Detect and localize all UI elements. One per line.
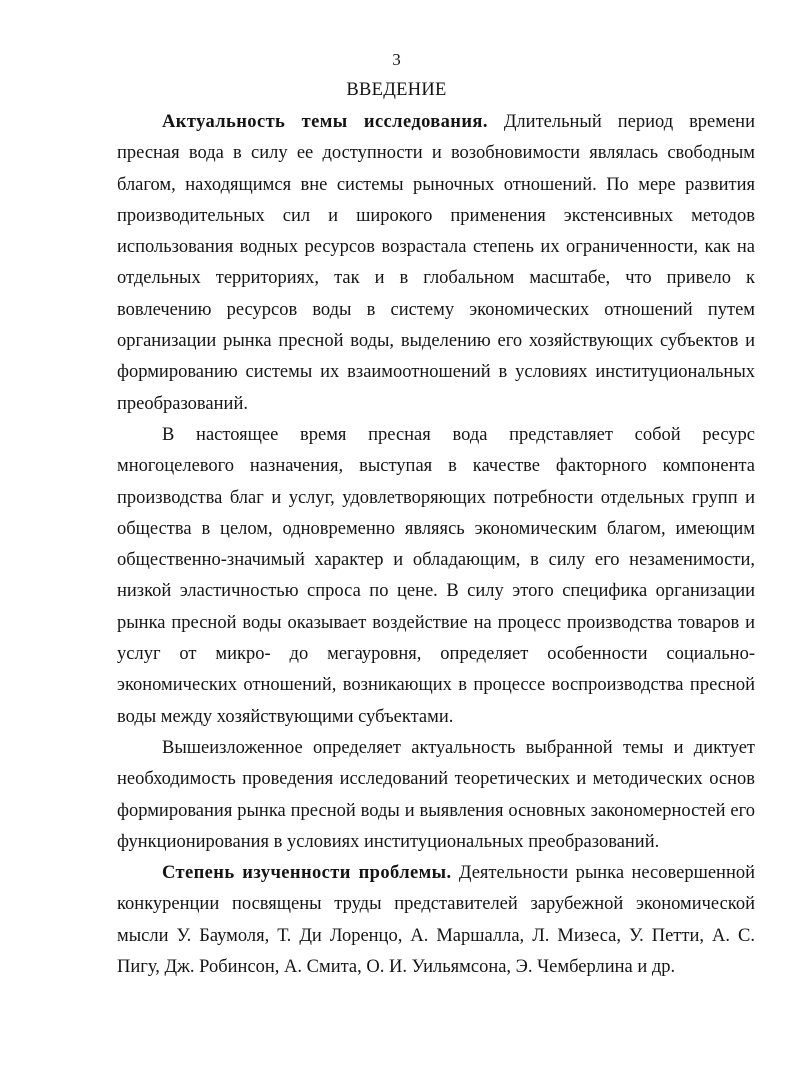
paragraph-text: В настоящее время пресная вода представляет собой ресурс многоцелевого назначения, выступая в качестве факторного компонента производства благ и услуг, удовлетворяющих потребности отдельных групп и общества в целом, одновременно являясь экономическим благом, имеющим общественно-значимый характер и обладающим, в силу его незаменимости, низкой эластичностью спроса по цене. В силу этого специфика организации рынка пресной воды оказывает воздействие на процесс производства товаров и услуг от микро- до мегауровня, определяет особенности социально-экономических отношений, возникающих в процессе воспроизводства пресной воды между хозяйствующими субъектами.: [117, 424, 755, 727]
body-text: [117, 107, 755, 983]
paragraph-text: Деятельности рынка несовершенной конкуренции посвящены труды представителей зарубежной экономической мысли У. Баумоля, Т. Ди Лоренцо, А. Маршалла, Л. Мизеса, У. Петти, А. С. Пигу, Дж. Робинсон, А. Смита, О. И. Уильямсона, Э. Чемберлина и др.: [117, 863, 756, 978]
paragraph-degree-of-study: [117, 858, 755, 983]
paragraph-lead: Актуальность темы исследования.: [162, 112, 488, 132]
paragraph-text: Длительный период времени пресная вода в силу ее доступности и возобновимости являлась свободным благом, находящимся вне системы рыночных отношений. По мере развития производительных сил и широкого применения экстенсивных методов использования водных ресурсов возрастала степень их ограниченности, как на отдельных территориях, так и в глобальном масштабе, что привело к вовлечению ресурсов воды в систему экономических отношений путем организации рынка пресной воды, выделению его хозяйствующих субъектов и формированию системы их взаимоотношений в условиях институциональных преобразований.: [117, 112, 755, 414]
paragraph-lead: Степень изученности проблемы.: [162, 863, 452, 884]
section-heading: ВВЕДЕНИЕ: [346, 80, 447, 100]
paragraph-research-necessity: [117, 733, 755, 858]
page-number: 3: [392, 50, 401, 69]
paragraph-fresh-water-resource: [117, 420, 755, 733]
paragraph-relevance: [117, 107, 755, 420]
paragraph-text: Вышеизложенное определяет актуальность выбранной темы и диктует необходимость проведения исследований теоретических и методических основ формирования рынка пресной воды и выявления основных закономерностей его функционирования в условиях институциональных преобразований.: [117, 737, 755, 852]
